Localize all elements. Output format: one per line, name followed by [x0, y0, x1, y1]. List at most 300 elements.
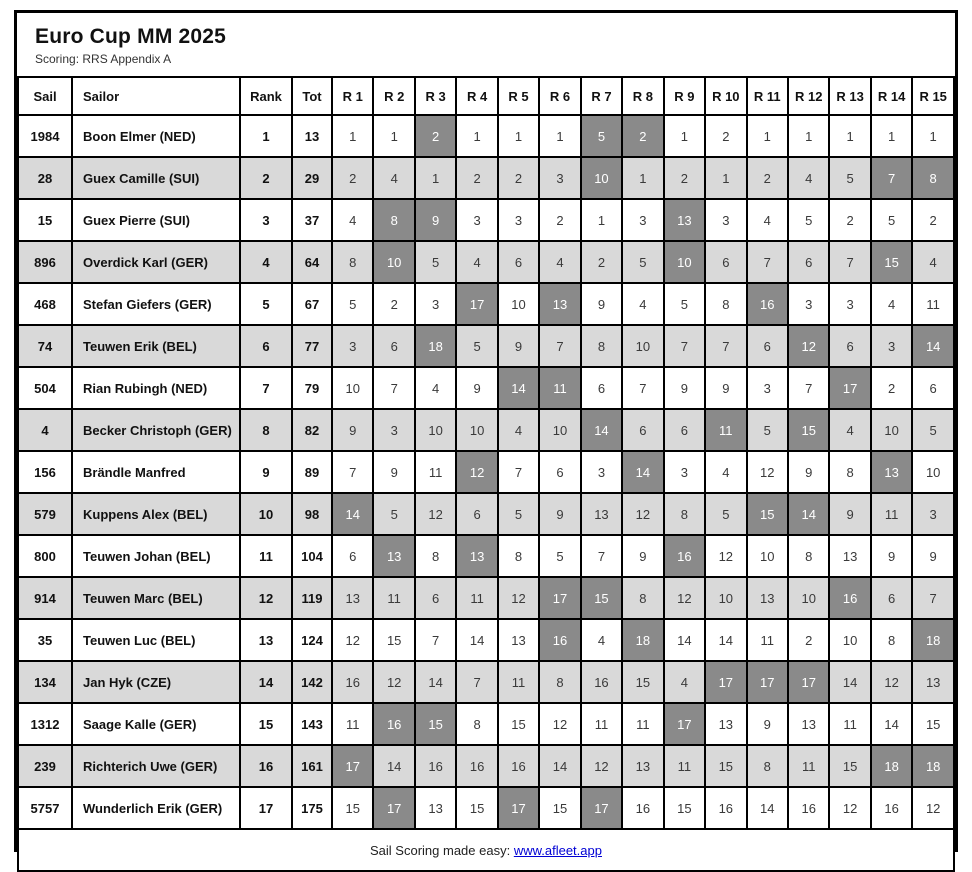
race-score-discarded: 18 — [415, 325, 456, 367]
sail-cell: 896 — [18, 241, 72, 283]
race-score: 11 — [456, 577, 497, 619]
race-score: 13 — [498, 619, 539, 661]
race-score: 13 — [332, 577, 373, 619]
race-score: 5 — [705, 493, 746, 535]
race-score: 5 — [664, 283, 705, 325]
race-score: 10 — [871, 409, 912, 451]
race-score: 15 — [705, 745, 746, 787]
race-score: 5 — [415, 241, 456, 283]
sailor-cell: Teuwen Marc (BEL) — [72, 577, 240, 619]
table-row — [18, 661, 954, 703]
footer-row — [18, 829, 954, 871]
race-score: 10 — [415, 409, 456, 451]
afleet-link[interactable]: www.afleet.app — [513, 842, 602, 858]
sailor-cell: Wunderlich Erik (GER) — [72, 787, 240, 829]
race-score: 1 — [747, 115, 788, 157]
race-score: 5 — [539, 535, 580, 577]
race-score-discarded: 18 — [871, 745, 912, 787]
race-score: 16 — [705, 787, 746, 829]
race-score: 16 — [581, 661, 622, 703]
rank-cell: 7 — [240, 367, 292, 409]
race-score-discarded: 15 — [581, 577, 622, 619]
race-score: 4 — [539, 241, 580, 283]
race-score-discarded: 13 — [871, 451, 912, 493]
race-score: 6 — [664, 409, 705, 451]
race-score: 9 — [705, 367, 746, 409]
sailor-cell: Brändle Manfred — [72, 451, 240, 493]
race-score-discarded: 10 — [373, 241, 414, 283]
race-score: 13 — [581, 493, 622, 535]
race-score: 9 — [373, 451, 414, 493]
race-score: 16 — [332, 661, 373, 703]
race-score-discarded: 2 — [622, 115, 663, 157]
race-score: 7 — [705, 325, 746, 367]
race-score: 6 — [581, 367, 622, 409]
race-score: 2 — [498, 157, 539, 199]
race-score-discarded: 13 — [664, 199, 705, 241]
race-score-discarded: 10 — [581, 157, 622, 199]
race-score: 6 — [498, 241, 539, 283]
race-score: 3 — [664, 451, 705, 493]
race-score: 15 — [498, 703, 539, 745]
rank-cell: 16 — [240, 745, 292, 787]
race-score: 12 — [747, 451, 788, 493]
total-cell: 119 — [292, 577, 332, 619]
sailor-cell: Richterich Uwe (GER) — [72, 745, 240, 787]
race-score-discarded: 18 — [622, 619, 663, 661]
table-row — [18, 493, 954, 535]
race-score: 2 — [332, 157, 373, 199]
race-score: 7 — [415, 619, 456, 661]
race-score: 1 — [871, 115, 912, 157]
race-score: 10 — [332, 367, 373, 409]
race-score: 12 — [664, 577, 705, 619]
race-score-discarded: 18 — [912, 745, 954, 787]
race-score: 2 — [912, 199, 954, 241]
table-row — [18, 787, 954, 829]
sailor-cell: Jan Hyk (CZE) — [72, 661, 240, 703]
race-score-discarded: 17 — [664, 703, 705, 745]
race-score: 3 — [456, 199, 497, 241]
total-cell: 175 — [292, 787, 332, 829]
race-score: 8 — [747, 745, 788, 787]
race-score: 11 — [829, 703, 870, 745]
race-score: 8 — [622, 577, 663, 619]
sail-cell: 15 — [18, 199, 72, 241]
sail-cell: 156 — [18, 451, 72, 493]
race-score: 1 — [456, 115, 497, 157]
race-score: 11 — [498, 661, 539, 703]
race-score-discarded: 7 — [871, 157, 912, 199]
race-score-discarded: 16 — [539, 619, 580, 661]
race-score: 11 — [871, 493, 912, 535]
race-score: 3 — [912, 493, 954, 535]
sailor-cell: Guex Pierre (SUI) — [72, 199, 240, 241]
race-score: 3 — [622, 199, 663, 241]
race-score: 5 — [747, 409, 788, 451]
race-score: 7 — [373, 367, 414, 409]
table-row — [18, 115, 954, 157]
race-score: 2 — [829, 199, 870, 241]
race-score: 6 — [747, 325, 788, 367]
race-score-discarded: 13 — [539, 283, 580, 325]
race-score: 15 — [622, 661, 663, 703]
table-row — [18, 283, 954, 325]
race-score: 2 — [456, 157, 497, 199]
race-score: 14 — [829, 661, 870, 703]
column-header: R 9 — [664, 77, 705, 115]
race-score-discarded: 14 — [332, 493, 373, 535]
race-score: 2 — [871, 367, 912, 409]
race-score: 7 — [829, 241, 870, 283]
race-score: 11 — [415, 451, 456, 493]
table-row — [18, 199, 954, 241]
race-score-discarded: 12 — [788, 325, 829, 367]
column-header: Tot — [292, 77, 332, 115]
race-score: 3 — [829, 283, 870, 325]
race-score: 1 — [705, 157, 746, 199]
title-block — [17, 13, 955, 76]
header-row — [18, 77, 954, 115]
race-score: 16 — [415, 745, 456, 787]
race-score: 14 — [664, 619, 705, 661]
total-cell: 142 — [292, 661, 332, 703]
rank-cell: 5 — [240, 283, 292, 325]
race-score: 11 — [332, 703, 373, 745]
race-score: 11 — [788, 745, 829, 787]
results-body — [18, 115, 954, 829]
race-score-discarded: 13 — [456, 535, 497, 577]
race-score: 12 — [871, 661, 912, 703]
race-score-discarded: 15 — [788, 409, 829, 451]
race-score-discarded: 14 — [498, 367, 539, 409]
race-score: 15 — [332, 787, 373, 829]
total-cell: 124 — [292, 619, 332, 661]
column-header: R 13 — [829, 77, 870, 115]
race-score: 2 — [747, 157, 788, 199]
results-sheet — [14, 10, 958, 858]
race-score: 12 — [332, 619, 373, 661]
column-header: R 8 — [622, 77, 663, 115]
race-score: 14 — [539, 745, 580, 787]
sail-cell: 74 — [18, 325, 72, 367]
race-score: 6 — [912, 367, 954, 409]
race-score-discarded: 12 — [456, 451, 497, 493]
race-score: 11 — [373, 577, 414, 619]
race-score: 9 — [912, 535, 954, 577]
rank-cell: 4 — [240, 241, 292, 283]
race-score: 4 — [871, 283, 912, 325]
column-header: R 2 — [373, 77, 414, 115]
race-score: 5 — [788, 199, 829, 241]
race-score: 9 — [871, 535, 912, 577]
race-score: 13 — [829, 535, 870, 577]
race-score: 15 — [539, 787, 580, 829]
column-header: R 10 — [705, 77, 746, 115]
race-score-discarded: 17 — [788, 661, 829, 703]
race-score: 7 — [912, 577, 954, 619]
race-score: 9 — [788, 451, 829, 493]
race-score: 3 — [871, 325, 912, 367]
race-score: 2 — [581, 241, 622, 283]
total-cell: 98 — [292, 493, 332, 535]
race-score: 8 — [539, 661, 580, 703]
race-score: 3 — [415, 283, 456, 325]
race-score: 12 — [622, 493, 663, 535]
race-score: 2 — [705, 115, 746, 157]
sail-cell: 914 — [18, 577, 72, 619]
scoring-subtitle: Scoring: RRS Appendix A — [35, 52, 172, 66]
sail-cell: 28 — [18, 157, 72, 199]
race-score: 1 — [664, 115, 705, 157]
sail-cell: 239 — [18, 745, 72, 787]
race-score: 2 — [664, 157, 705, 199]
race-score: 6 — [871, 577, 912, 619]
footer-cell — [18, 829, 954, 871]
race-score: 7 — [622, 367, 663, 409]
sailor-cell: Rian Rubingh (NED) — [72, 367, 240, 409]
race-score: 4 — [622, 283, 663, 325]
race-score-discarded: 9 — [415, 199, 456, 241]
race-score: 12 — [705, 535, 746, 577]
race-score: 13 — [747, 577, 788, 619]
race-score-discarded: 5 — [581, 115, 622, 157]
race-score-discarded: 8 — [912, 157, 954, 199]
table-row — [18, 409, 954, 451]
sail-cell: 4 — [18, 409, 72, 451]
race-score: 10 — [788, 577, 829, 619]
race-score: 3 — [373, 409, 414, 451]
race-score: 8 — [456, 703, 497, 745]
race-score: 1 — [912, 115, 954, 157]
sailor-cell: Overdick Karl (GER) — [72, 241, 240, 283]
rank-cell: 11 — [240, 535, 292, 577]
column-header: R 11 — [747, 77, 788, 115]
total-cell: 64 — [292, 241, 332, 283]
column-header: R 6 — [539, 77, 580, 115]
race-score: 10 — [539, 409, 580, 451]
race-score: 12 — [498, 577, 539, 619]
race-score-discarded: 17 — [829, 367, 870, 409]
race-score: 7 — [788, 367, 829, 409]
race-score: 10 — [829, 619, 870, 661]
race-score: 9 — [498, 325, 539, 367]
race-score: 12 — [539, 703, 580, 745]
sailor-cell: Teuwen Erik (BEL) — [72, 325, 240, 367]
race-score: 4 — [332, 199, 373, 241]
rank-cell: 15 — [240, 703, 292, 745]
race-score: 10 — [622, 325, 663, 367]
race-score: 4 — [415, 367, 456, 409]
race-score-discarded: 16 — [829, 577, 870, 619]
rank-cell: 13 — [240, 619, 292, 661]
race-score-discarded: 2 — [415, 115, 456, 157]
total-cell: 13 — [292, 115, 332, 157]
rank-cell: 14 — [240, 661, 292, 703]
race-score-discarded: 14 — [788, 493, 829, 535]
race-score: 1 — [539, 115, 580, 157]
race-score-discarded: 17 — [539, 577, 580, 619]
race-score: 11 — [622, 703, 663, 745]
race-score-discarded: 10 — [664, 241, 705, 283]
race-score: 13 — [705, 703, 746, 745]
race-score: 14 — [747, 787, 788, 829]
rank-cell: 8 — [240, 409, 292, 451]
race-score: 11 — [747, 619, 788, 661]
race-score: 4 — [498, 409, 539, 451]
race-score: 5 — [373, 493, 414, 535]
race-score: 15 — [373, 619, 414, 661]
race-score: 3 — [332, 325, 373, 367]
sailor-cell: Teuwen Luc (BEL) — [72, 619, 240, 661]
race-score: 7 — [664, 325, 705, 367]
table-row — [18, 325, 954, 367]
rank-cell: 2 — [240, 157, 292, 199]
race-score: 5 — [871, 199, 912, 241]
results-table — [17, 76, 955, 872]
race-score-discarded: 17 — [456, 283, 497, 325]
race-score: 4 — [581, 619, 622, 661]
race-score: 4 — [705, 451, 746, 493]
footer-text: Sail Scoring made easy: — [370, 842, 514, 858]
total-cell: 77 — [292, 325, 332, 367]
race-score: 10 — [912, 451, 954, 493]
race-score: 6 — [373, 325, 414, 367]
race-score: 14 — [705, 619, 746, 661]
race-score: 7 — [747, 241, 788, 283]
total-cell: 143 — [292, 703, 332, 745]
race-score: 16 — [622, 787, 663, 829]
total-cell: 161 — [292, 745, 332, 787]
column-header: R 12 — [788, 77, 829, 115]
race-score: 15 — [664, 787, 705, 829]
race-score: 10 — [747, 535, 788, 577]
table-row — [18, 577, 954, 619]
table-row — [18, 703, 954, 745]
column-header: R 7 — [581, 77, 622, 115]
race-score: 6 — [456, 493, 497, 535]
race-score: 5 — [912, 409, 954, 451]
rank-cell: 10 — [240, 493, 292, 535]
race-score: 4 — [788, 157, 829, 199]
race-score: 6 — [332, 535, 373, 577]
race-score: 1 — [788, 115, 829, 157]
sailor-cell: Kuppens Alex (BEL) — [72, 493, 240, 535]
race-score: 16 — [788, 787, 829, 829]
table-row — [18, 451, 954, 493]
column-header: R 3 — [415, 77, 456, 115]
page-title: Euro Cup MM 2025 — [35, 25, 227, 48]
table-row — [18, 241, 954, 283]
table-row — [18, 367, 954, 409]
race-score-discarded: 17 — [498, 787, 539, 829]
rank-cell: 12 — [240, 577, 292, 619]
column-header: R 14 — [871, 77, 912, 115]
race-score: 6 — [539, 451, 580, 493]
race-score-discarded: 14 — [912, 325, 954, 367]
sail-cell: 1312 — [18, 703, 72, 745]
race-score: 3 — [581, 451, 622, 493]
race-score: 6 — [788, 241, 829, 283]
race-score: 8 — [705, 283, 746, 325]
sailor-cell: Teuwen Johan (BEL) — [72, 535, 240, 577]
column-header: Sailor — [72, 77, 240, 115]
race-score: 9 — [829, 493, 870, 535]
race-score: 16 — [456, 745, 497, 787]
race-score-discarded: 11 — [539, 367, 580, 409]
race-score: 7 — [456, 661, 497, 703]
race-score: 14 — [415, 661, 456, 703]
race-score: 4 — [456, 241, 497, 283]
race-score: 12 — [912, 787, 954, 829]
race-score: 9 — [332, 409, 373, 451]
race-score: 13 — [415, 787, 456, 829]
race-score: 11 — [912, 283, 954, 325]
race-score: 1 — [622, 157, 663, 199]
column-header: R 15 — [912, 77, 954, 115]
race-score: 5 — [622, 241, 663, 283]
race-score: 12 — [581, 745, 622, 787]
rank-cell: 9 — [240, 451, 292, 493]
race-score: 12 — [373, 661, 414, 703]
race-score: 14 — [373, 745, 414, 787]
race-score: 3 — [788, 283, 829, 325]
race-score: 10 — [705, 577, 746, 619]
race-score: 7 — [332, 451, 373, 493]
race-score: 16 — [871, 787, 912, 829]
sail-cell: 134 — [18, 661, 72, 703]
race-score: 16 — [498, 745, 539, 787]
race-score-discarded: 15 — [747, 493, 788, 535]
sailor-cell: Boon Elmer (NED) — [72, 115, 240, 157]
race-score: 8 — [871, 619, 912, 661]
race-score-discarded: 17 — [332, 745, 373, 787]
race-score: 13 — [912, 661, 954, 703]
race-score: 7 — [498, 451, 539, 493]
race-score-discarded: 14 — [581, 409, 622, 451]
race-score: 2 — [788, 619, 829, 661]
race-score: 1 — [829, 115, 870, 157]
sailor-cell: Stefan Giefers (GER) — [72, 283, 240, 325]
total-cell: 89 — [292, 451, 332, 493]
rank-cell: 17 — [240, 787, 292, 829]
sail-cell: 504 — [18, 367, 72, 409]
race-score: 11 — [664, 745, 705, 787]
race-score-discarded: 11 — [705, 409, 746, 451]
race-score: 3 — [747, 367, 788, 409]
total-cell: 82 — [292, 409, 332, 451]
race-score: 5 — [332, 283, 373, 325]
sail-cell: 579 — [18, 493, 72, 535]
race-score: 9 — [456, 367, 497, 409]
race-score: 5 — [829, 157, 870, 199]
sailor-cell: Guex Camille (SUI) — [72, 157, 240, 199]
sail-cell: 5757 — [18, 787, 72, 829]
race-score: 11 — [581, 703, 622, 745]
race-score: 2 — [373, 283, 414, 325]
race-score-discarded: 8 — [373, 199, 414, 241]
race-score: 12 — [829, 787, 870, 829]
race-score: 4 — [373, 157, 414, 199]
table-row — [18, 157, 954, 199]
total-cell: 29 — [292, 157, 332, 199]
race-score: 14 — [871, 703, 912, 745]
race-score: 12 — [415, 493, 456, 535]
race-score-discarded: 17 — [581, 787, 622, 829]
race-score: 8 — [664, 493, 705, 535]
rank-cell: 6 — [240, 325, 292, 367]
race-score-discarded: 17 — [373, 787, 414, 829]
